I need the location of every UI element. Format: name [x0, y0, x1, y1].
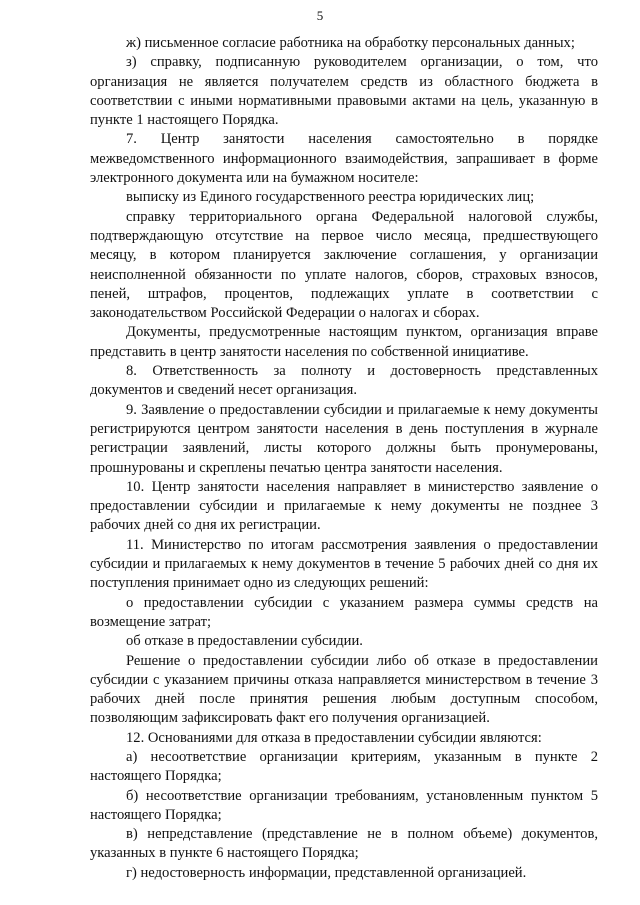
- document-body: [90, 34, 598, 883]
- paragraph-ground-g: г) недостоверность информации, представленной организацией.: [126, 864, 527, 881]
- paragraph-10-forwarding: 10. Центр занятости населения направляет в министерство заявление о предоставлении субсидии и прилагаемые к нему документы не позднее 3 рабочих дней со дня их регистрации.: [90, 478, 598, 534]
- paragraph-decision-notice: Решение о предоставлении субсидии либо об отказе в предоставлении субсидии с указанием причины отказа направляется министерством в течение 3 рабочих дней после принятия решения любым доступным способом, позволяющим зафиксировать факт его получения организацией.: [90, 652, 598, 727]
- paragraph-egrul-extract: выписку из Единого государственного реестра юридических лиц;: [126, 189, 535, 206]
- paragraph-ground-b: б) несоответствие организации требованиям, установленным пунктом 5 настоящего Порядка;: [90, 787, 598, 823]
- paragraph-decision-refuse: об отказе в предоставлении субсидии.: [126, 633, 363, 650]
- paragraph-own-initiative: Документы, предусмотренные настоящим пунктом, организация вправе представить в центр занятости населения по собственной инициативе.: [90, 324, 598, 360]
- paragraph-7-interagency-request: 7. Центр занятости населения самостоятельно в порядке межведомственного информационного взаимодействия, запрашивает в форме электронного документа или на бумажном носителе:: [90, 131, 598, 187]
- page-number: 5: [316, 8, 324, 23]
- paragraph-12-refusal-grounds: 12. Основаниями для отказа в предоставлении субсидии являются:: [126, 729, 542, 746]
- paragraph-ground-v: в) непредставление (представление не в полном объеме) документов, указанных в пункте 6 настоящего Порядка;: [90, 826, 598, 862]
- paragraph-9-registration: 9. Заявление о предоставлении субсидии и прилагаемые к нему документы регистрируются центром занятости населения в день поступления в журнале регистрации заявлений, листы которого должны быть пронумерованы, прошнурованы и скреплены печатью центра занятости населения.: [90, 401, 598, 476]
- paragraph-8-responsibility: 8. Ответственность за полноту и достоверность представленных документов и сведений несет организация.: [90, 363, 598, 399]
- paragraph-ground-a: а) несоответствие организации критериям, указанным в пункте 2 настоящего Порядка;: [90, 748, 598, 785]
- paragraph-tax-certificate: справку территориального органа Федеральной налоговой службы, подтверждающую отсутствие на первое число месяца, предшествующего месяцу, в котором планируется заключение соглашения, у организации неисполненной обязанности по уплате налогов, сборов, страховых взносов, пеней, штрафов, процентов, подлежащих уплате в соответствии с законодательством Российской Федерации о налогах и сборах.: [90, 208, 598, 322]
- paragraph-zh-consent: ж) письменное согласие работника на обработку персональных данных;: [126, 35, 575, 51]
- paragraph-11-decision: 11. Министерство по итогам рассмотрения заявления о предоставлении субсидии и прилагаемых к нему документов в течение 5 рабочих дней со дня их поступления принимает одно из следующих решений:: [90, 536, 598, 592]
- paragraph-decision-grant: о предоставлении субсидии с указанием размера суммы средств на возмещение затрат;: [90, 594, 598, 630]
- paragraph-z-certificate: з) справку, подписанную руководителем организации, о том, что организация не является получателем средств из областного бюджета в соответствии с иными нормативными правовыми актами на цель, указанную в пункте 1 настоящего Порядка.: [90, 54, 598, 129]
